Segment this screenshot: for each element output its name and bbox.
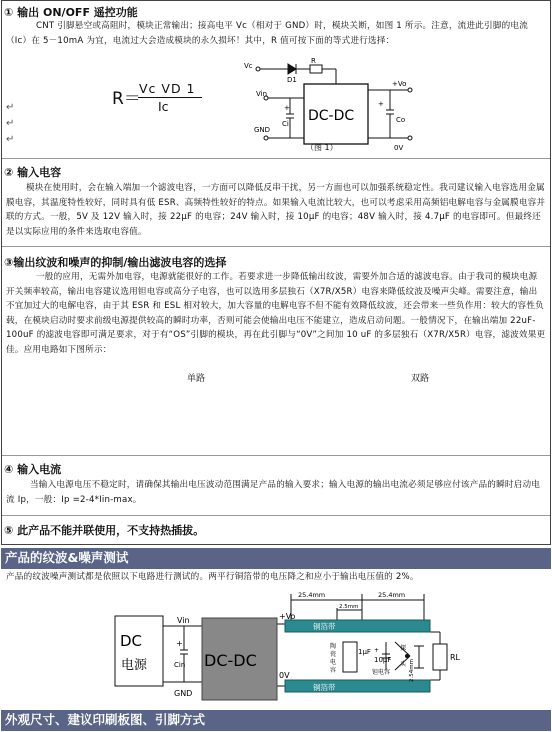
fig1-vo-label: +Vo: [392, 80, 407, 88]
ripple-dcdc-label: DC-DC: [204, 651, 257, 670]
section-divider: [2, 246, 550, 247]
ripple-ov-label: 0V: [279, 671, 290, 680]
fig1-vin-label: Vin: [256, 90, 268, 98]
dim-2-54: 2.54mm: [409, 659, 415, 682]
ripple-cin-plus: +: [176, 639, 183, 648]
formula-denominator: Ic: [158, 99, 169, 114]
para-mark: ↵: [6, 134, 15, 145]
dual-circuit-label: 双路: [411, 374, 430, 384]
fig1-ci-label: Ci: [282, 120, 289, 128]
fig1-vc-label: Vc: [244, 62, 253, 70]
section-divider: [2, 158, 550, 159]
fig1-co-label: Co: [396, 116, 406, 124]
fig1-ci-plus: +: [284, 104, 290, 112]
cap-10uf-label: 10μF: [374, 656, 392, 664]
section1-title: 输出 ON/OFF 遥控功能: [17, 6, 138, 19]
ceramic-cap-label-3: 电: [330, 659, 337, 666]
section4-text: 当输入电源电压不稳定时，请确保其输出电压波动范围满足产品的输入要求；输入电源的输出电流必须足够应付该产品的瞬时启动电流 Ip，一般：Ip =2-4*Iin-max。: [6, 480, 541, 505]
fig1-r-label: R: [311, 57, 316, 65]
ripple-vo-label: +Vo: [279, 612, 296, 621]
probe-label-1: 探: [400, 645, 407, 652]
load-rl-label: RL: [450, 653, 461, 662]
para-mark: ↵: [6, 118, 15, 129]
para-mark: ↵: [6, 102, 15, 113]
tantalum-plus: +: [374, 647, 380, 654]
fig1-ov-label: 0V: [394, 144, 404, 152]
formula-r: R＝: [112, 89, 141, 109]
ripple-test-circuit: [0, 586, 552, 710]
ceramic-cap-label-2: 瓷: [330, 651, 337, 658]
section2-title: ② 输入电容: [4, 166, 62, 179]
dim-2-5: 2.5mm: [339, 604, 359, 610]
section3-text: 一般的应用，无需外加电容，电源就能很好的工作。若要求进一步降低输出纹波，需要外加合适的滤波电容。由于我司的模块电源开关频率较高，输出电容建议选用钽电容或高分子电容，也可以选用多层独石（X7R/X5R）电容来降低纹波及噪声尖峰。需要注意，输出不宜加过大的电解电容，由于其 ESR 和 ESL 相对较大，加大容量的电解电容不但不能有效降低纹波，还会带来一些负作用：较大的容性负载，在模块启动时要求前级电源提供较高的瞬时功率，否则可能会使输出电压不能建立，造成启动问题。一般情况下，在输出端加 22uF-100uF 的滤波电容即可满足要求，对于有“OS”引脚的模块，再在此引脚与“0V”之间加 10 uF 的多层独石（X7R/X5R）电容，滤波效果更佳。应用电路如下图所示：: [6, 272, 546, 355]
ripple-test-text: 产品的纹波噪声测试都是依照以下电路进行测试的。两平行铜箔带的电压降之和应小于输出电压值的 2%。: [6, 572, 419, 582]
dim-25-4-second: 25.4mm: [378, 591, 406, 599]
copper-foil-label-bottom: 铜箔带: [313, 683, 336, 692]
ripple-vin-label: Vin: [177, 616, 190, 625]
section-divider: [2, 515, 550, 516]
dc-source-label-2: 电源: [121, 658, 148, 673]
section4-title: ④ 输入电流: [4, 463, 62, 476]
section3-title: ③输出纹波和噪声的抑制/输出滤波电容的选择: [4, 256, 227, 269]
fig1-d1-label: D1: [287, 76, 297, 84]
section1-text: CNT 引脚悬空或高阻时，模块正常输出；接高电平 Vc（相对于 GND）时，模块关断，如图 1 所示。注意，流进此引脚的电流（Ic）在 5－10mA 为宜，电流过大会造成模块的永久损坏！其中，R 值可按下面的等式进行选择：: [6, 21, 529, 46]
dc-source-label-1: DC: [120, 632, 143, 650]
formula-fraction-bar: [138, 97, 202, 98]
ripple-gnd-label: GND: [174, 689, 193, 698]
ceramic-cap-label-4: 容: [330, 667, 337, 674]
dimensions-section-header: 外观尺寸、建议印刷板图、引脚方式: [1, 710, 551, 731]
cap-1uf-label: 1μF: [358, 648, 371, 656]
section5-title: ⑤ 此产品不能并联使用，不支持热插拔。: [4, 524, 205, 537]
fig1-dcdc-label: DC-DC: [308, 108, 355, 124]
figure1-circuit: [244, 54, 424, 152]
section-divider: [2, 455, 550, 456]
fig1-gnd-label: GND: [254, 126, 271, 134]
fig1-co-plus: +: [378, 100, 384, 108]
ceramic-cap-label-1: 陶: [330, 643, 337, 650]
dim-25-4-first: 25.4mm: [298, 591, 326, 599]
ripple-cin-label: Cin: [174, 661, 186, 669]
fig1-caption: （图 1）: [306, 143, 338, 152]
copper-foil-label-top: 铜箔带: [313, 622, 336, 631]
ripple-noise-section-header: 产品的纹波&噪声测试: [1, 548, 551, 569]
tantalum-cap-label: 钽电容: [372, 669, 391, 676]
section1-heading: [4, 4, 138, 20]
section1-number: ①: [4, 6, 14, 19]
probe-label-2: 头: [400, 661, 407, 668]
single-circuit-label: 单路: [187, 374, 206, 384]
section2-text: 模块在使用时，会在输入端加一个滤波电容，一方面可以降低反串干扰，另一方面也可以加强系统稳定性。我司建议输入电容选用金属膜电容，其温度特性较好，同时具有低 ESR、高频特性较好的特点。如果输入电流比较大，也可以考虑采用高频铝电解电容与金属膜电容并联的方式。一般，5V 及 12V 输入时，接 22μF 的电容；24V 输入时，接 10μF 的电容；48V 输入时，接 4.7μF 的电容即可。但最终还是以实际应用的条件来选取电容值。: [6, 183, 546, 237]
formula-numerator: Vc VD 1: [139, 81, 196, 96]
